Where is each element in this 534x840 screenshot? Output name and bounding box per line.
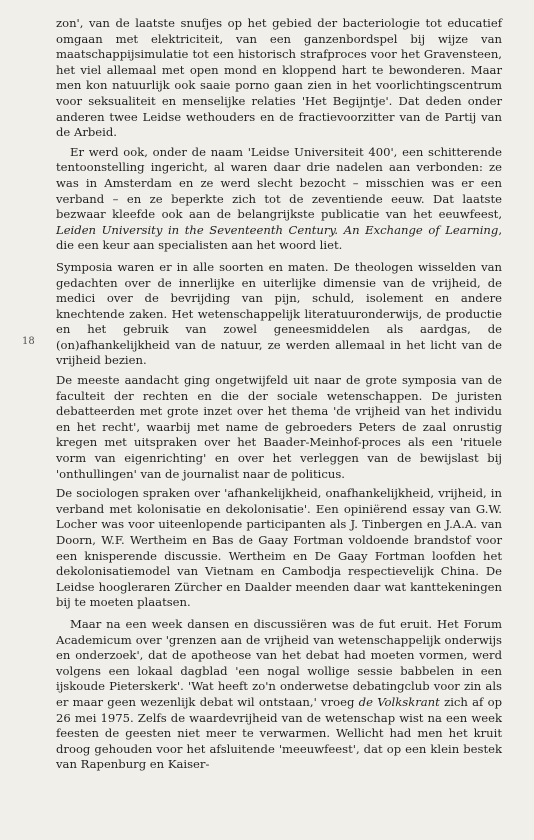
paragraph-2 (56, 145, 502, 254)
paragraph-5: De sociologen spraken over 'afhankelijkheid, onafhankelijkheid, vrijheid, in verband met kolonisatie en dekolonisatie'. Een opiniërend essay van G.W. Locher was voor uiteenlopende participanten als J. Tinbergen en J.A.A. van Doorn, W.F. Wertheim en Bas de Gaay Fortman voldoende brandstof voor een knisperende discussie. Wertheim en De Gaay Fortman loofden het dekolonisatiemodel van Vietnam en Cambodja respectievelijk China. De Leidse hoogleraren Zürcher en Daalder meenden daar wat kanttekeningen bij te moeten plaatsen. (56, 486, 502, 610)
publication-title: Leiden University in the Seventeenth Century. An Exchange of Learning (56, 222, 499, 237)
paragraph-3: Symposia waren er in alle soorten en maten. De theologen wisselden van gedachten over de innerlijke en uiterlijke dimensie van de vrijheid, de medici over de bevrijding van pijn, schuld, isolement en andere knechtende zaken. Het wetenschappelijk literatuuronderwijs, de productie en het gebruik van zowel geneesmiddelen als aardgas, de (on)afhankelijkheid van de natuur, ze werden allemaal in het licht van de vrijheid bezien. (56, 259, 502, 368)
paragraph-1: zon', van de laatste snufjes op het gebied der bacteriologie tot educatief omgaan met elektriciteit, van een ganzenbordspel bij wijze van maatschappijsimulatie tot een historisch strafproces voor het Gravensteen, het viel allemaal met open mond en kloppend hart te bewonderen. Maar men kon natuurlijk ook saaie porno gaan zien in het voorlichtingscentrum voor seksualiteit en menselijke relaties 'Het Begijntje'. Dat deden onder anderen twee Leidse wethouders en de fractievoorzitter van de Partij van de Arbeid. (56, 16, 502, 140)
paragraph-2-text-before: Er werd ook, onder de naam 'Leidse Universiteit 400', een schitterende tentoonstelling ingericht, al waren daar drie nadelen aan verbonden: ze was in Amsterdam en ze werd slecht bezocht – misschien was er een verband – en ze beperkte zich tot de zeventiende eeuw. Dat laatste bezwaar kleefde ook aan de belangrijkste publicatie van het eeuwfeest, (56, 144, 502, 222)
paragraph-6-text-after: zich af op 26 mei 1975. Zelfs de waardevrijheid van de wetenschap wist na een week feesten de geesten niet meer te verwarmen. Wellicht had men het kruit droog gehouden voor het afsluitende 'meeuwfeest', dat op een klein bestek van Rapenburg en Kaiser- (56, 694, 503, 772)
body-text (56, 16, 502, 777)
paragraph-4: De meeste aandacht ging ongetwijfeld uit naar de grote symposia van de faculteit der rechten en die der sociale wetenschappen. De juristen debatteerden met grote inzet over het thema 'de vrijheid van het individu en het recht', waarbij met name de gebroeders Peters de zaal onrustig kregen met uitspraken over het Baader-Meinhof-proces als een 'rituele vorm van eigenrichting' en over het verleggen van de bewijslast bij 'onthullingen' van de journalist naar de politicus. (56, 373, 502, 481)
page-number: 18 (22, 336, 35, 347)
newspaper-name: de Volkskrant (358, 694, 440, 709)
paragraph-6-text-before: Maar na een week dansen en discussiëren was de fut eruit. Het Forum Academicum over 'grenzen aan de vrijheid van wetenschappelijk onderwijs en onderzoek', dat de apotheose van het debat had moeten vormen, werd volgens een lokaal dagblad 'een nogal wollige sessie babbelen in een ijskoude Pieterskerk'. 'Wat heeft zo'n onderwetse debatingclub voor zin als er maar geen wezenlijk debat wil ontstaan,' vroeg (56, 616, 502, 709)
paragraph-6 (56, 617, 502, 773)
paragraph-2-text-after: , die een keur aan specialisten aan het woord liet. (56, 222, 502, 253)
